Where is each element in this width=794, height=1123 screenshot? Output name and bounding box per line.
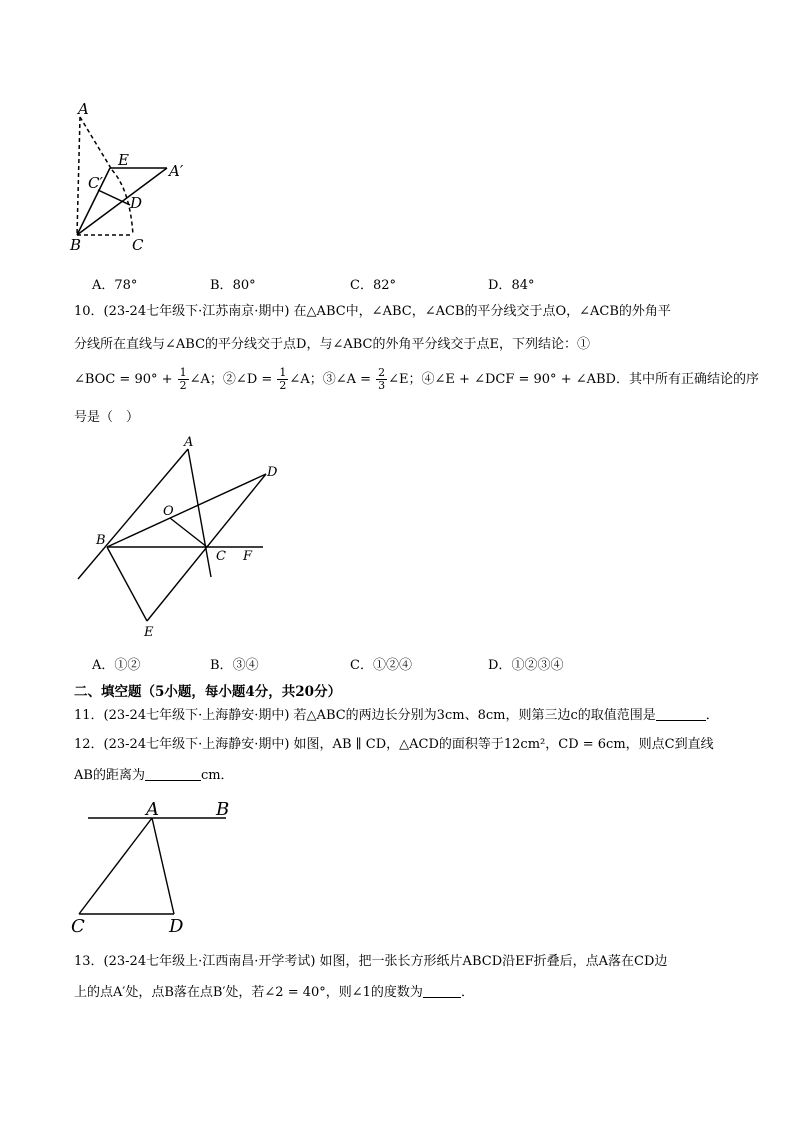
fig12-label-B: B [216, 799, 230, 820]
fig10-label-D: D [267, 465, 278, 480]
fig10-AC-ext [188, 449, 211, 577]
q11-line: 11．(23-24七年级下·上海静安·期中) 若△ABC的两边长分别为3cm、8cm，则第三边c的取值范围是 ． [74, 708, 719, 723]
fig12-label-A: A [146, 799, 159, 820]
fig9-CD [98, 190, 130, 205]
q12-line1: 12．(23-24七年级下·上海静安·期中) 如图，AB ∥ CD，△ACD的面积等于12cm²，CD = 6cm，则点C到直线 [74, 737, 714, 752]
fig9-label-B: B [70, 236, 82, 254]
fraction-1-2: $\frac{1}{2}$ [179, 366, 187, 392]
q12-line2: AB的距离为 cm． [74, 768, 234, 783]
fig10-BE [107, 547, 147, 621]
fig9-label-A-prime: A′ [169, 162, 184, 180]
fig9-label-C: C [132, 236, 144, 254]
fig9-dash-AB [77, 117, 80, 235]
fig12-label-C: C [71, 916, 85, 937]
q10-option-d: D．①②③④ [488, 658, 564, 673]
fig9-label-C-prime: C′ [88, 174, 103, 192]
q9-option-c: C．82° [350, 278, 396, 293]
q10-line1: 10．(23-24七年级下·江苏南京·期中) 在△ABC中，∠ABC，∠ACB的平分线交于点O，∠ACB的外角平 [74, 304, 671, 319]
q13-line1: 13．(23-24七年级上·江西南昌·开学考试) 如图，把一张长方形纸片ABCD沿EF折叠后，点A落在CD边 [74, 954, 668, 969]
q10-option-c: C．①②④ [350, 658, 412, 673]
fig9-dash-AC [80, 117, 112, 170]
q9-option-a: A．78° [92, 278, 138, 293]
fraction-1-2-b: $\frac{1}{2}$ [279, 366, 287, 392]
q9-option-d: D．84° [488, 278, 535, 293]
fig10-diagram [70, 436, 290, 646]
q13-answer-blank[interactable] [423, 983, 461, 998]
section-heading-fill-blank: 二、填空题（5小题，每小题4分，共20分） [74, 684, 342, 700]
q12-answer-blank[interactable] [145, 766, 201, 781]
q10-line2: 分线所在直线与∠ABC的平分线交于点D，与∠ABC的外角平分线交于点E，下列结论：① [74, 337, 590, 352]
fig10-label-O: O [163, 504, 174, 519]
q10-option-a: A．①② [92, 658, 141, 673]
fig12-AD [152, 818, 174, 914]
fig9-label-A: A [78, 100, 89, 118]
fig9-diagram [60, 100, 200, 260]
q10-option-b: B．③④ [210, 658, 259, 673]
fig10-label-B: B [96, 533, 106, 548]
q10-line4: 号是（ ） [74, 410, 140, 425]
fig10-BD [107, 474, 266, 547]
fig12-diagram [66, 798, 246, 938]
q11-answer-blank[interactable] [656, 706, 706, 721]
q13-line2: 上的点A′处，点B落在点B′处，若∠2 = 40°，则∠1的度数为 ． [74, 985, 474, 1000]
fig10-label-E: E [144, 625, 154, 640]
fig10-label-A: A [184, 435, 194, 450]
fig10-label-F: F [243, 549, 253, 564]
q10-line3: ∠BOC = 90° + $\frac{1}{2}$ ∠A；②∠D = $\frac{1}{2}$ ∠A；③∠A = $\frac{2}{3}$ ∠E；④∠E + ∠DCF = 90° + ∠ABD．其中所有正确结论的序 [74, 366, 759, 392]
fig10-label-C: C [216, 549, 226, 564]
q9-option-b: B．80° [210, 278, 256, 293]
fig12-label-D: D [169, 916, 184, 937]
fig9-label-D: D [130, 194, 143, 212]
fig12-AC [79, 818, 152, 914]
fig9-label-E: E [118, 151, 129, 169]
fraction-2-3: $\frac{2}{3}$ [378, 366, 386, 392]
